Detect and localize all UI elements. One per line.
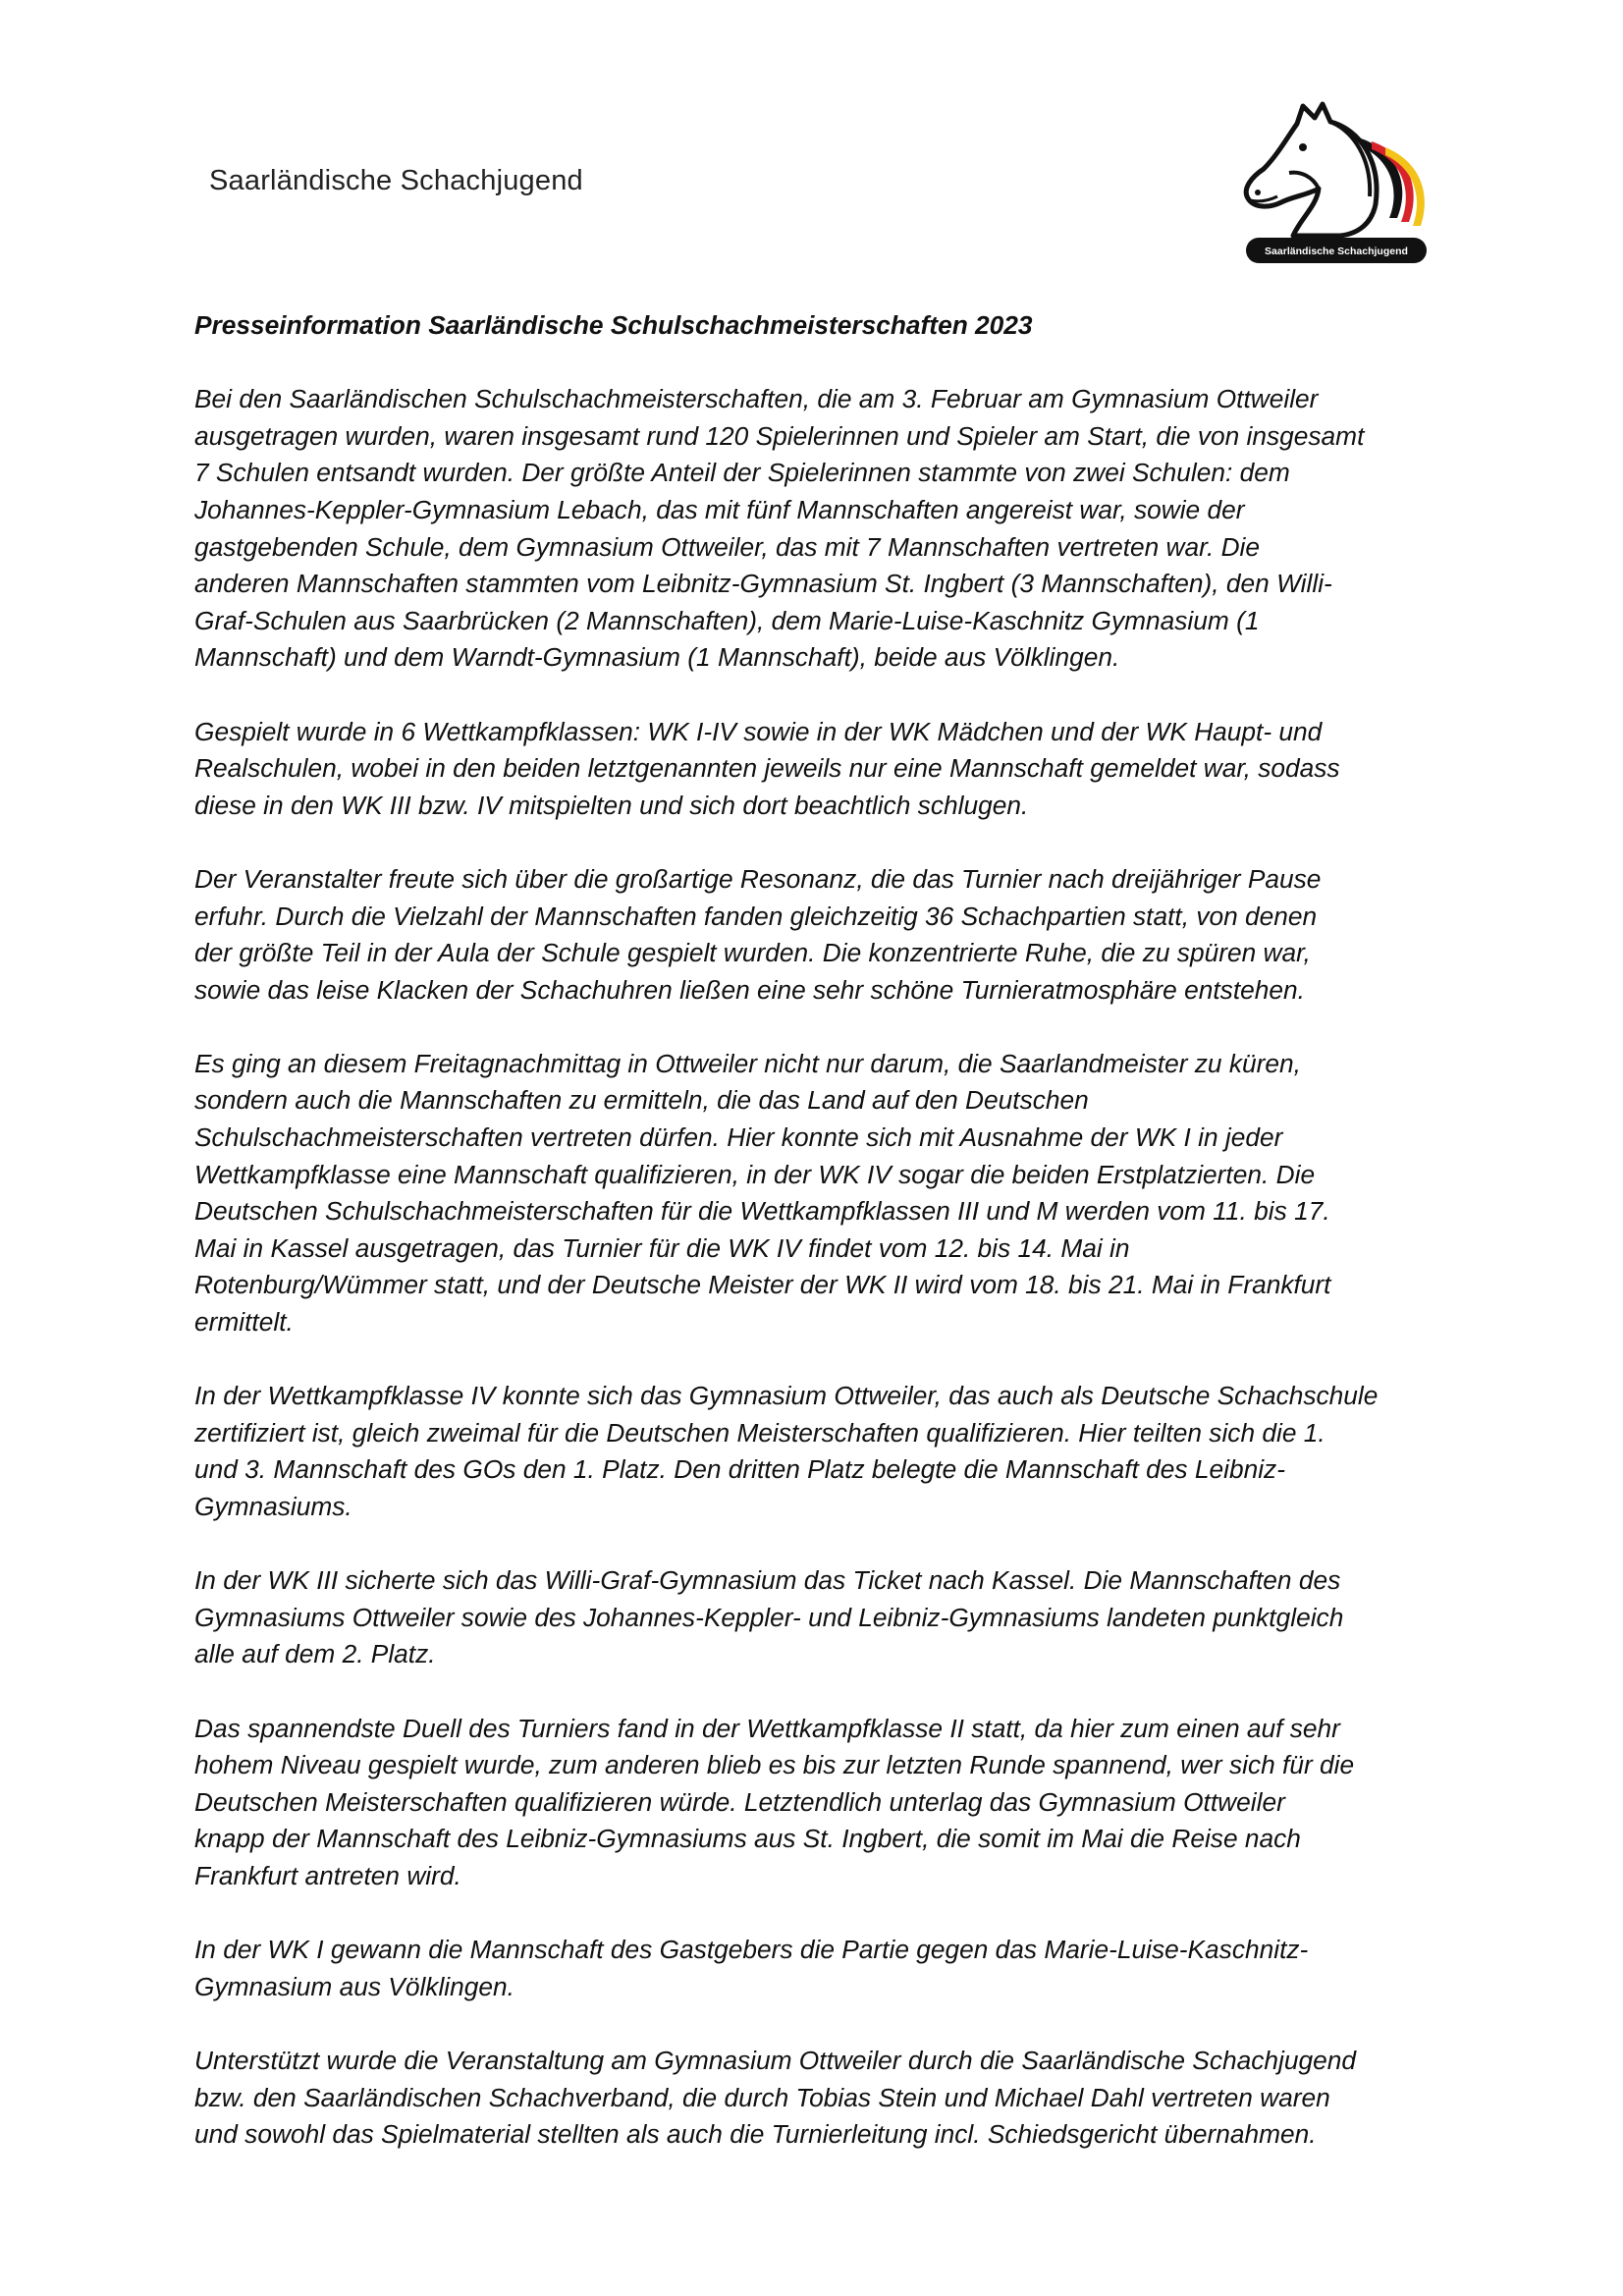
press-release-title: Presseinformation Saarländische Schulschachmeisterschaften 2023 (194, 310, 1033, 340)
paragraph-line: der größte Teil in der Aula der Schule gespielt wurden. Die konzentrierte Ruhe, die zu spüren war, (194, 938, 1311, 968)
paragraph-line: ausgetragen wurden, waren insgesamt rund 120 Spielerinnen und Spieler am Start, die von insgesamt (194, 420, 1365, 451)
paragraph-line: Der Veranstalter freute sich über die großartige Resonanz, die das Turnier nach dreijähriger Pause (194, 863, 1322, 894)
paragraph (194, 1711, 1461, 1895)
paragraph-line: Deutschen Schulschachmeisterschaften für die Wettkampfklassen III und M werden vom 11. bis 17. (194, 1196, 1330, 1227)
chess-knight-horse-head-icon (1232, 98, 1436, 267)
logo-horse-nostril (1255, 190, 1261, 195)
paragraph-line: bzw. den Saarländischen Schachverband, die durch Tobias Stein und Michael Dahl vertreten waren (194, 2082, 1330, 2112)
paragraph-line: alle auf dem 2. Platz. (194, 1639, 436, 1669)
paragraph-line: und sowohl das Spielmaterial stellten als auch die Turnierleitung incl. Schiedsgericht übernahmen. (194, 2119, 1317, 2150)
paragraph-line: gastgebenden Schule, dem Gymnasium Ottweiler, das mit 7 Mannschaften vertreten war. Die (194, 531, 1261, 562)
paragraph-line: Mannschaft) und dem Warndt-Gymnasium (1 Mannschaft), beide aus Völklingen. (194, 642, 1120, 673)
paragraph-line: Schulschachmeisterschaften vertreten dürfen. Hier konnte sich mit Ausnahme der WK I in jeder (194, 1122, 1283, 1153)
paragraph-line: Es ging an diesem Freitagnachmittag in Ottweiler nicht nur darum, die Saarlandmeister zu küren, (194, 1048, 1301, 1078)
paragraph-line: Gymnasium aus Völklingen. (194, 1971, 514, 2001)
paragraph (194, 1046, 1461, 1341)
paragraph-line: Graf-Schulen aus Saarbrücken (2 Mannschaften), dem Marie-Luise-Kaschnitz Gymnasium (1 (194, 605, 1260, 635)
paragraph-line: knapp der Mannschaft des Leibniz-Gymnasiums aus St. Ingbert, die somit im Mai die Reise nach (194, 1824, 1301, 1854)
paragraph (194, 861, 1461, 1009)
logo-horse-head (1246, 104, 1377, 236)
paragraph-line: zertifiziert ist, gleich zweimal für die Deutschen Meisterschaften qualifizieren. Hier teilten sich die 1. (194, 1417, 1325, 1448)
paragraph-line: Rotenburg/Wümmer statt, und der Deutsche Meister der WK II wird vom 18. bis 21. Mai in Frankfurt (194, 1270, 1331, 1300)
paragraph-line: Realschulen, wobei in den beiden letztgenannten jeweils nur eine Mannschaft gemeldet war, sodass (194, 753, 1340, 784)
paragraph (194, 714, 1461, 825)
press-release-body (194, 307, 1461, 2190)
paragraph (194, 1932, 1461, 2005)
paragraph-line: 7 Schulen entsandt wurden. Der größte Anteil der Spielerinnen stammte von zwei Schulen: dem (194, 458, 1290, 488)
paragraph-line: In der WK III sicherte sich das Willi-Graf-Gymnasium das Ticket nach Kassel. Die Mannschaften des (194, 1565, 1341, 1596)
paragraph-line: In der WK I gewann die Mannschaft des Gastgebers die Partie gegen das Marie-Luise-Kaschnitz- (194, 1935, 1309, 1965)
paragraph-line: erfuhr. Durch die Vielzahl der Mannschaften fanden gleichzeitig 36 Schachpartien statt, von denen (194, 901, 1318, 931)
paragraph-line: sowie das leise Klacken der Schachuhren ließen eine sehr schöne Turnieratmosphäre entstehen. (194, 974, 1305, 1005)
logo-caption: Saarländische Schachjugend (1265, 246, 1408, 257)
paragraph-line: sondern auch die Mannschaften zu ermitteln, die das Land auf den Deutschen (194, 1085, 1089, 1116)
paragraph-line: In der Wettkampfklasse IV konnte sich das Gymnasium Ottweiler, das auch als Deutsche Schachschule (194, 1381, 1379, 1411)
paragraph (194, 1378, 1461, 1525)
organization-name: Saarländische Schachjugend (209, 165, 583, 196)
paragraph (194, 1562, 1461, 1673)
paragraph-line: Das spannendste Duell des Turniers fand in der Wettkampfklasse II statt, da hier zum einen auf sehr (194, 1713, 1340, 1743)
paragraph-line: ermittelt. (194, 1307, 294, 1338)
paragraph-line: hohem Niveau gespielt wurde, zum anderen blieb es bis zur letzten Runde spannend, wer sich für die (194, 1750, 1355, 1780)
paragraph-line: Gymnasiums Ottweiler sowie des Johannes-Keppler- und Leibniz-Gymnasiums landeten punktgleich (194, 1602, 1344, 1632)
paragraph (194, 2043, 1461, 2154)
paragraph-line: Gymnasiums. (194, 1492, 352, 1521)
paragraph-line: diese in den WK III bzw. IV mitspielten und sich dort beachtlich schlugen. (194, 790, 1029, 820)
paragraph-line: Mai in Kassel ausgetragen, das Turnier für die WK IV findet vom 12. bis 14. Mai in (194, 1232, 1130, 1263)
paragraph-line: anderen Mannschaften stammten vom Leibnitz-Gymnasium St. Ingbert (3 Mannschaften), den Willi- (194, 569, 1332, 599)
paragraph-line: Johannes-Keppler-Gymnasium Lebach, das mit fünf Mannschaften angereist war, sowie der (194, 494, 1245, 524)
paragraph-list (194, 381, 1461, 2154)
paragraph-line: Deutschen Meisterschaften qualifizieren würde. Letztendlich unterlag das Gymnasium Ottweiler (194, 1786, 1285, 1817)
paragraph-line: und 3. Mannschaft des GOs den 1. Platz. Den dritten Platz belegte die Mannschaft des Leibniz- (194, 1454, 1285, 1485)
paragraph-line: Bei den Saarländischen Schulschachmeisterschaften, die am 3. Februar am Gymnasium Ottweiler (194, 384, 1319, 414)
paragraph (194, 381, 1461, 677)
paragraph-line: Gespielt wurde in 6 Wettkampfklassen: WK I-IV sowie in der WK Mädchen und der WK Haupt- und (194, 716, 1323, 746)
paragraph-line: Frankfurt antreten wird. (194, 1860, 461, 1890)
paragraph-line: Wettkampfklasse eine Mannschaft qualifizieren, in der WK IV sogar die beiden Erstplatzierten. Die (194, 1159, 1316, 1189)
logo-horse-eye (1299, 143, 1307, 151)
paragraph-line: Unterstützt wurde die Veranstaltung am Gymnasium Ottweiler durch die Saarländische Schachjugend (194, 2045, 1356, 2075)
